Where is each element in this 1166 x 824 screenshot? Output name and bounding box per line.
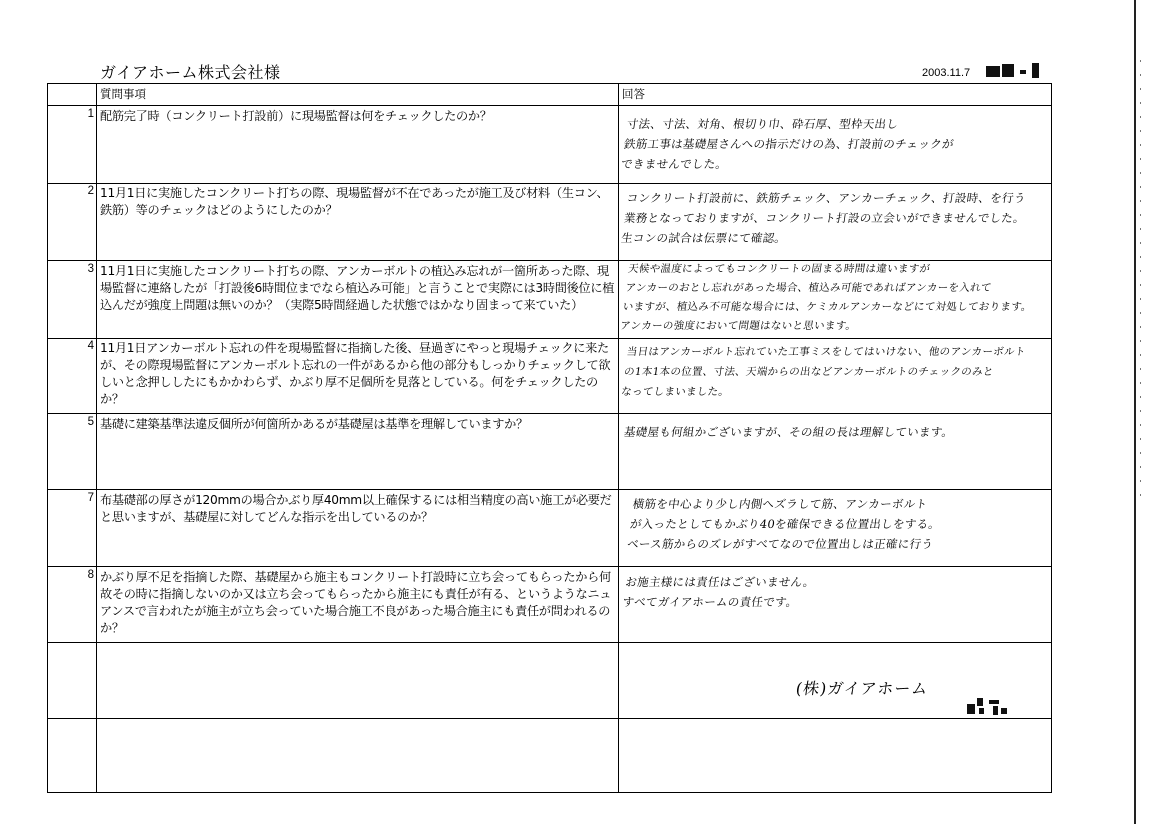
row-rule xyxy=(48,489,1051,490)
scan-edge-line xyxy=(1134,0,1136,824)
question-text: 布基礎部の厚さが120mmの場合かぶり厚40mm以上確保するには相当精度の高い施工が必要だと思いますが、基礎屋に対してどんな指示を出しているのか？ xyxy=(100,493,612,524)
col-divider-answer xyxy=(618,84,619,792)
row-number: 7 xyxy=(87,492,94,504)
answer-text: 天候や温度によってもコンクリートの固まる時間は違いますが アンカーのおとし忘れがあった場合、植込み可能であればアンカーを入れて いますが、植込み不可能な場合には、ケミカルアンカーなどにて対処しております。 アンカーの強度において問題はないと思います。 xyxy=(619,263,1033,332)
question-text: 11月1日に実施したコンクリート打ちの際、現場監督が不在であったが施工及び材料（生コン、鉄筋）等のチェックはどのようにしたのか？ xyxy=(100,186,609,217)
answer-text: お施主様には責任はございません。 すべてガイアホームの責任です。 xyxy=(621,575,816,609)
addressee: ガイアホーム株式会社様 xyxy=(100,63,281,82)
column-header-question: 質問事項 xyxy=(100,87,146,101)
answer-text: 寸法、寸法、対角、根切り巾、砕石厚、型枠天出し 鉄筋工事は基礎屋さんへの指示だけの為、打設前のチェックが できませんでした。 xyxy=(620,117,955,171)
signature-seal-mark xyxy=(965,694,1009,716)
col-divider-number xyxy=(96,84,97,792)
header-rule xyxy=(48,105,1051,106)
row-rule xyxy=(48,338,1051,339)
answer-text: 当日はアンカーボルト忘れていた工事ミスをしてはいけない、他のアンカーボルト の1本1本の位置、寸法、天端からの出などアンカーボルトのチェックのみと なってしまいました。 xyxy=(620,346,1027,398)
document-date: 2003.11.7 xyxy=(922,67,971,79)
question-text: かぶり厚不足を指摘した際、基礎屋から施主もコンクリート打設時に立ち会ってもらったから何故その時に指摘しないのか又は立ち会ってもらったから施主にも責任が有る、というようなニュアンスで言われたが施主が立ち会っていた場合施工不良があった場合施主にも責任が問われるのか？ xyxy=(100,570,612,635)
row-rule xyxy=(48,718,1051,719)
row-number: 1 xyxy=(87,108,94,120)
row-number: 4 xyxy=(87,340,94,352)
row-number: 2 xyxy=(87,185,94,197)
column-header-answer: 回答 xyxy=(622,87,645,101)
row-rule xyxy=(48,566,1051,567)
qa-table xyxy=(47,83,1052,793)
question-text: 基礎に建築基準法違反個所が何箇所かあるが基礎屋は基準を理解していますか？ xyxy=(100,417,528,431)
question-text: 配筋完了時（コンクリート打設前）に現場監督は何をチェックしたのか？ xyxy=(100,109,492,123)
answer-text: 横筋を中心より少し内側へズラして筋、アンカーボルト が入ったとしてもかぶり40を確保できる位置出しをする。 ベース筋からのズレがすべてなので位置出しは正確に行う xyxy=(626,497,942,551)
question-text: 11月1日に実施したコンクリート打ちの際、アンカーボルトの植込み忘れが一箇所あった際、現場監督に連絡したが「打設後6時間位までなら植込み可能」と言うことで実際には3時間後位に植込んだが強度上問題は無いのか？（実際5時間経過した状態ではかなり固まって来ていた） xyxy=(100,264,615,312)
answer-text: 基礎屋も何組かございますが、その組の長は理解しています。 xyxy=(623,425,955,439)
company-signature: (株)ガイアホーム xyxy=(794,679,930,698)
scan-edge-dots xyxy=(1140,60,1141,500)
row-number: 5 xyxy=(87,416,94,428)
row-rule xyxy=(48,183,1051,184)
question-text: 11月1日アンカーボルト忘れの件を現場監督に指摘した後、昼過ぎにやっと現場チェックに来たが、その際現場監督にアンカーボルト忘れの一件があるから他の部分もしっかりチェックして欲しいと念押ししたにもかかわらず、かぶり厚不足個所を見落としている。何をチェックしたのか？ xyxy=(100,341,611,406)
row-rule xyxy=(48,642,1051,643)
row-rule xyxy=(48,413,1051,414)
answer-text: コンクリート打設前に、鉄筋チェック、アンカーチェック、打設時、を行う 業務となっておりますが、コンクリート打設の立会いができませんでした。 生コンの試合は伝票にて確認。 xyxy=(620,191,1027,245)
row-number: 3 xyxy=(87,263,94,275)
approval-stamp-mark xyxy=(980,62,1048,78)
row-number: 8 xyxy=(87,569,94,581)
